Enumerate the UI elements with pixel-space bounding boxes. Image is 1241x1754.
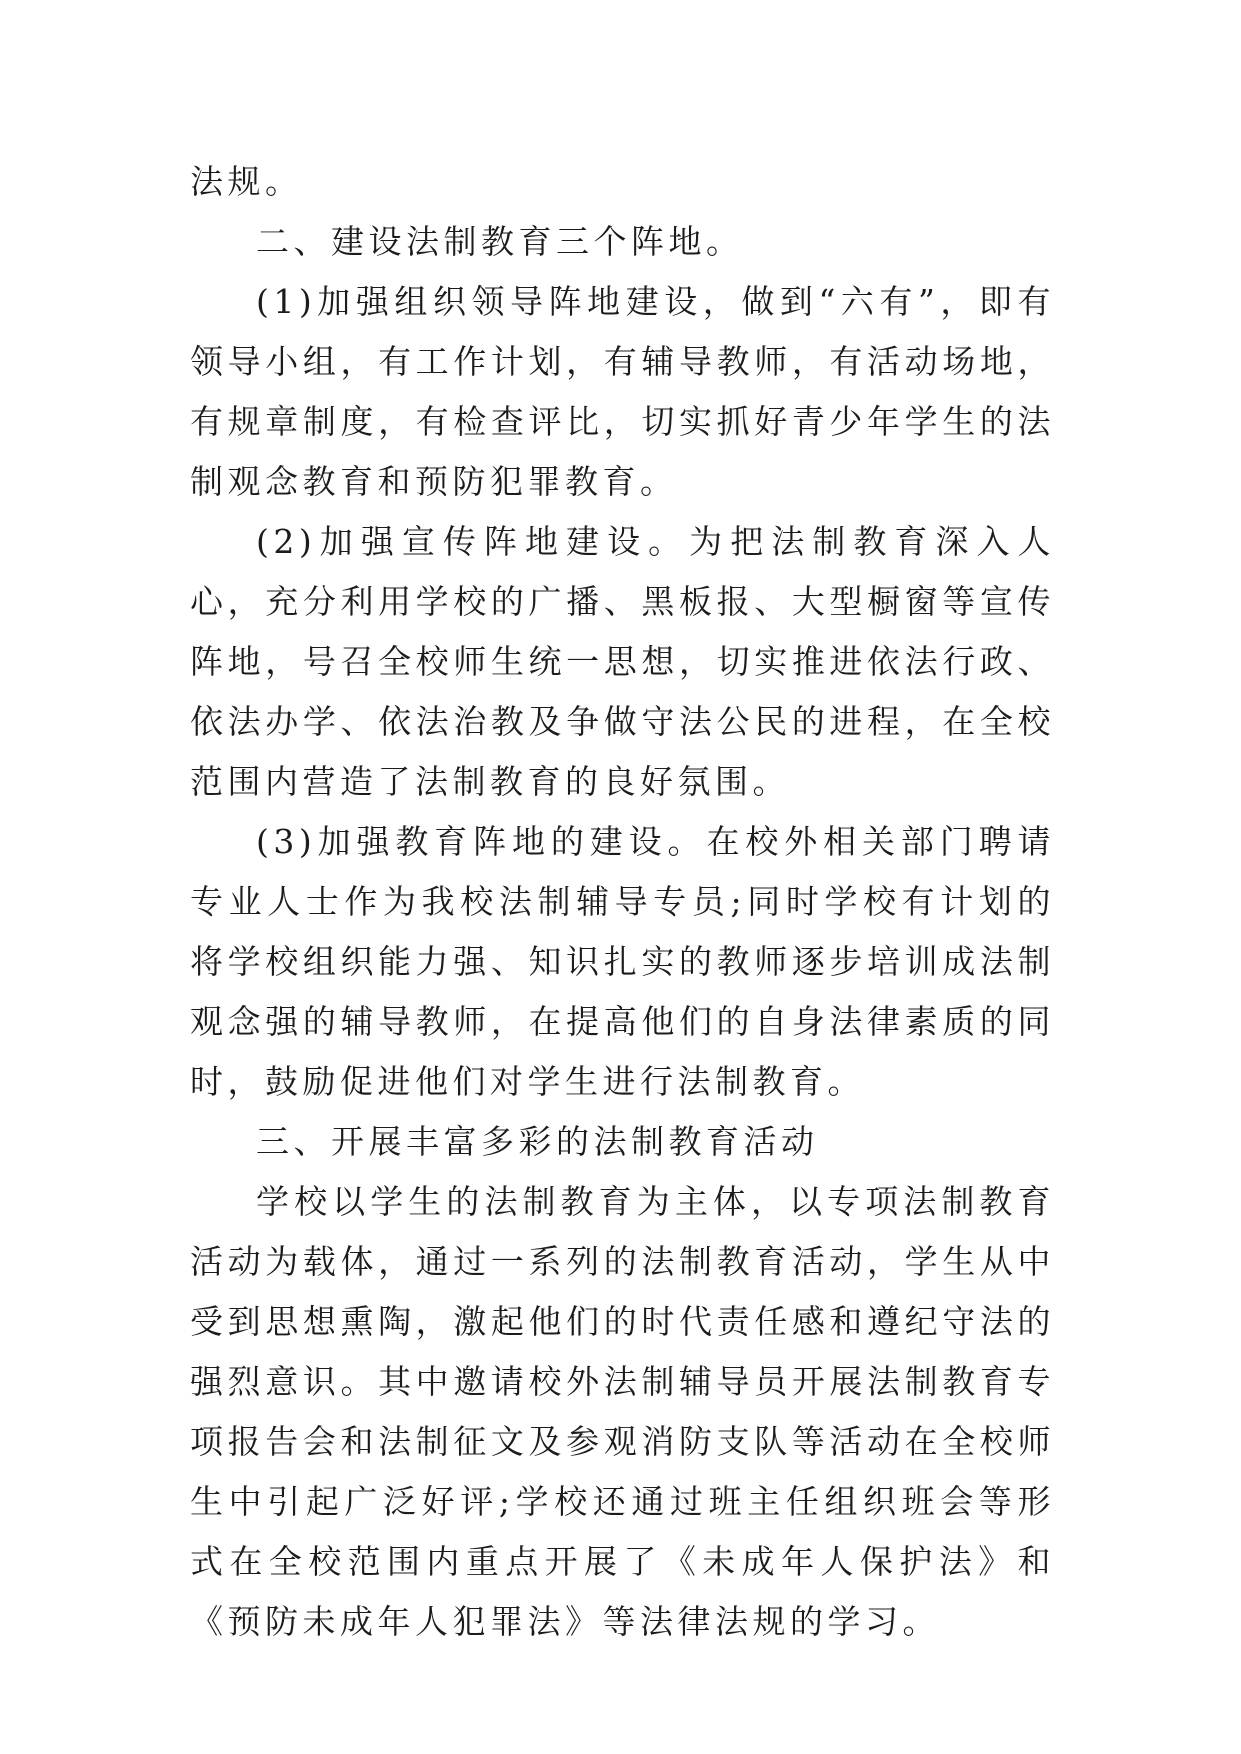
section-heading-3: 三、开展丰富多彩的法制教育活动 — [256, 1122, 819, 1161]
paragraph-item-1: (1)加强组织领导阵地建设，做到“六有”，即有领导小组，有工作计划，有辅导教师，有活动场地，有规章制度，有检查评比，切实抓好青少年学生的法制观念教育和预防犯罪教育。 — [190, 282, 1055, 501]
document-body — [190, 152, 1055, 1652]
paragraph-continuation: 法规。 — [190, 162, 303, 201]
paragraph-activities: 学校以学生的法制教育为主体，以专项法制教育活动为载体，通过一系列的法制教育活动，学生从中受到思想熏陶，激起他们的时代责任感和遵纪守法的强烈意识。其中邀请校外法制辅导员开展法制教育专项报告会和法制征文及参观消防支队等活动在全校师生中引起广泛好评;学校还通过班主任组织班会等形式在全校范围内重点开展了《未成年人保护法》和《预防未成年人犯罪法》等法律法规的学习。 — [190, 1182, 1055, 1641]
section-heading-2: 二、建设法制教育三个阵地。 — [256, 222, 744, 261]
paragraph-item-2: (2)加强宣传阵地建设。为把法制教育深入人心，充分利用学校的广播、黑板报、大型橱窗等宣传阵地，号召全校师生统一思想，切实推进依法行政、依法办学、依法治教及争做守法公民的进程，在全校范围内营造了法制教育的良好氛围。 — [190, 522, 1055, 801]
paragraph-item-3: (3)加强教育阵地的建设。在校外相关部门聘请专业人士作为我校法制辅导专员;同时学校有计划的将学校组织能力强、知识扎实的教师逐步培训成法制观念强的辅导教师，在提高他们的自身法律素质的同时，鼓励促进他们对学生进行法制教育。 — [190, 822, 1055, 1101]
